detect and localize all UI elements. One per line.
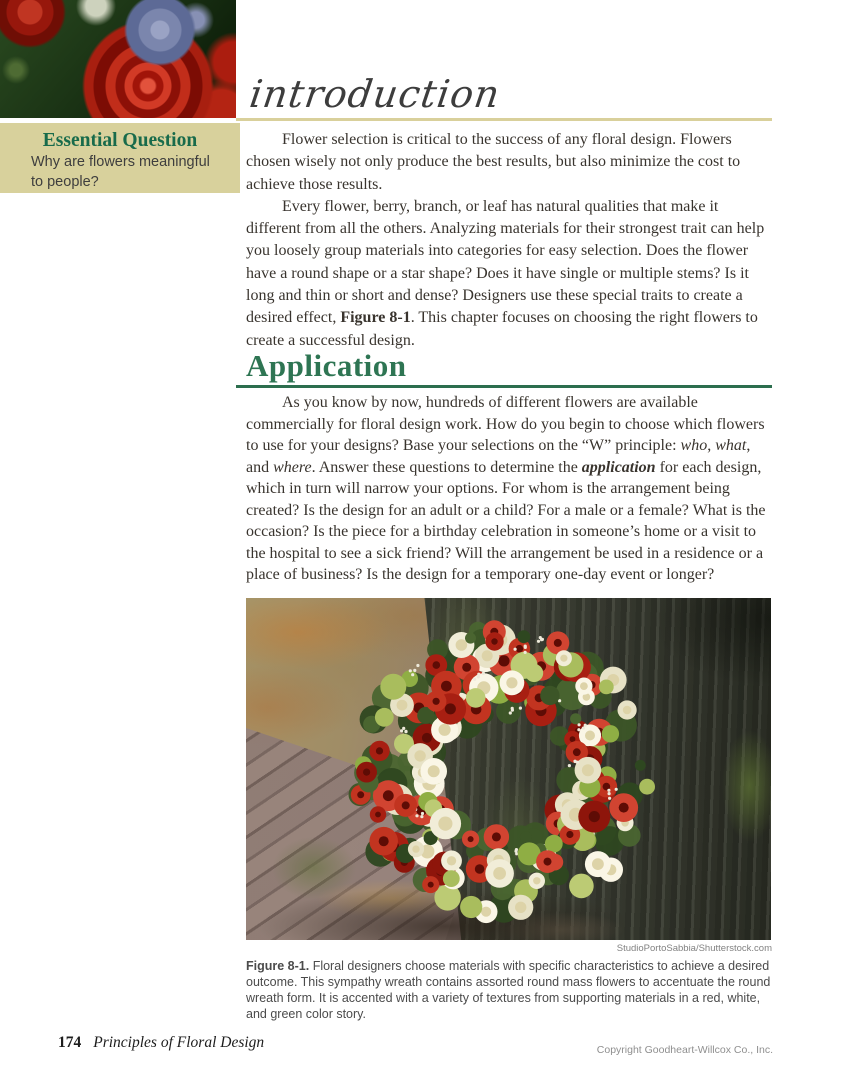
figure-caption: Figure 8-1. Floral designers choose materials with specific characteristics to achieve a desired outcome. This sympathy wreath contains assorted round mass flowers to accentuate the round wreath form. It is accented with a variety of textures from supporting materials in a red, white, and green color story.: [246, 959, 771, 1021]
chapter-opener-roses-photo: [0, 0, 236, 118]
page-footer: [58, 1034, 264, 1052]
photo-credit: StudioPortoSabbia/Shutterstock.com: [616, 943, 772, 954]
copyright-notice: Copyright Goodheart-Willcox Co., Inc.: [596, 1044, 773, 1056]
essential-question-box: [0, 123, 240, 193]
application-heading: Application: [246, 348, 407, 383]
figure-8-1-wreath-photo: [246, 598, 771, 940]
page-number: 174: [58, 1034, 82, 1051]
paragraph-natural-qualities: Every flower, berry, branch, or leaf has natural qualities that make it different from all the others. Analyzing materials for their strongest trait can help you loosely group materials into categories for easy selection. Does the flower have a round shape or a star shape? Does it have single or multiple stems? Is it long and thin or short and dense? Designers use these special traits to create a desired effect, Figure 8-1. This chapter focuses on choosing the right flowers to create a successful design.: [246, 197, 765, 349]
essential-question-text: Why are flowers meaningful to people?: [31, 154, 210, 190]
introduction-text: [246, 129, 776, 352]
application-rule: [236, 385, 772, 388]
paragraph-application: As you know by now, hundreds of different flowers are available commercially for floral design work. How do you begin to choose which flowers to use for your designs? Base your selections on the “W” principle: who, what, and where. Answer these questions to determine the application for each design, which in turn will narrow your options. For whom is the arrangement being created? Is the design for an adult or a child? For a male or a female? What is the occasion? Is the piece for a birthday celebration in someone’s home or a visit to the hospital to see a sick friend? Will the arrangement be used in a residence or a place of business? Is the design for a temporary one-day event or longer?: [246, 394, 766, 583]
essential-question-heading: Essential Question: [42, 130, 198, 151]
application-text: [246, 392, 776, 586]
sympathy-wreath-illustration: [246, 598, 771, 940]
paragraph-flower-selection: Flower selection is critical to the success of any floral design. Flowers chosen wisely not only produce the best results, but also minimize the cost to achieve those results.: [246, 131, 741, 193]
introduction-rule: [236, 118, 772, 121]
book-title: Principles of Floral Design: [93, 1034, 265, 1051]
introduction-heading: introduction: [247, 72, 503, 116]
